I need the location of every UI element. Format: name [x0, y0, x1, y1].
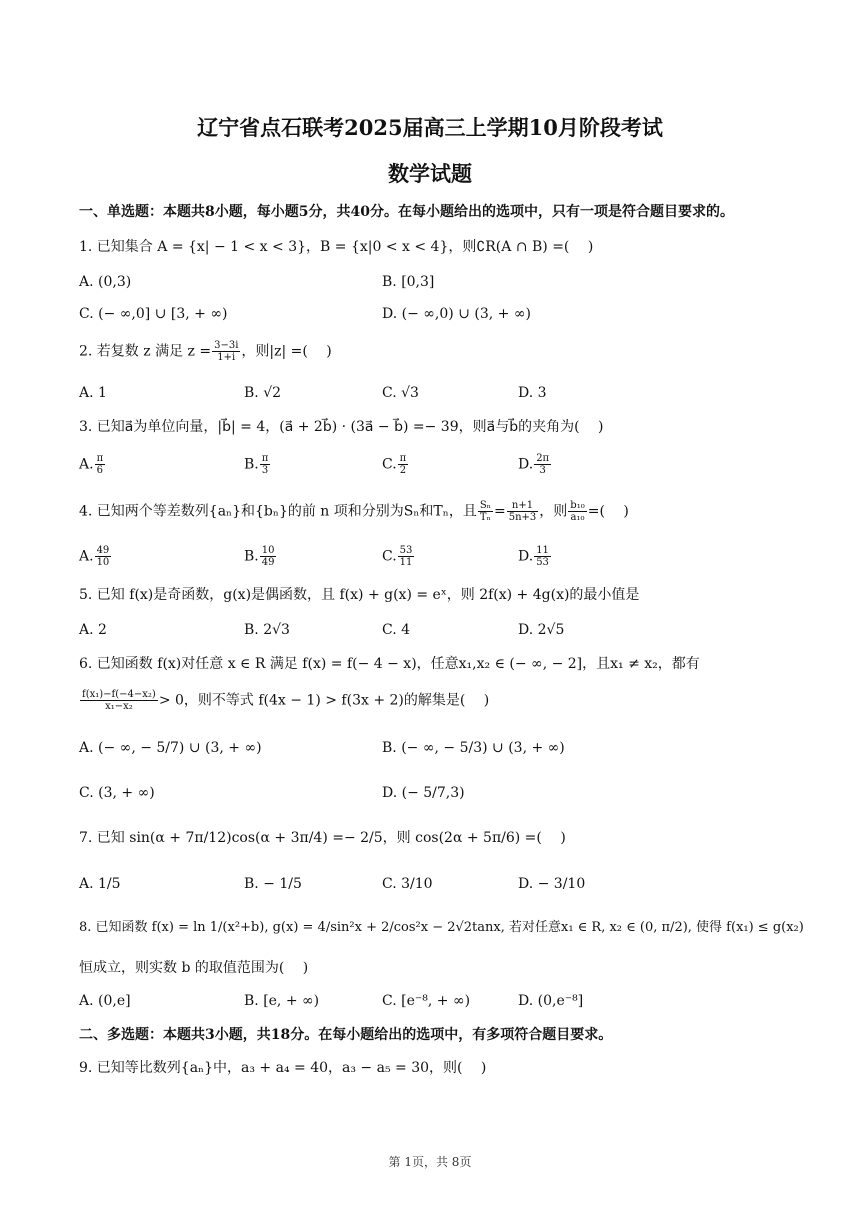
q6-option-c: C. (3, + ∞) [79, 785, 155, 801]
q2-option-b: B. √2 [244, 385, 282, 401]
q7-option-a: A. 1/5 [79, 876, 121, 892]
q4-option-c: C. $\frac{53}{11}$ [382, 545, 413, 568]
q8-option-a: A. (0,e] [79, 993, 131, 1009]
q1-option-b: B. [0,3] [382, 274, 435, 290]
question-6-line-2: $\frac{\text{f(x₁)−f(−4−x₂)}}{\text{x₁−x₂}}$ > 0，则不等式 f(4x − 1) > f(3x + 2)的解集是( ) [82, 689, 490, 712]
q8-option-d: D. (0,e⁻⁸] [518, 993, 584, 1009]
question-8-line-1: 8. 已知函数 f(x) = ln 1/(x²+b), g(x) = 4/sin²x + 2/cos²x − 2√2tanx, 若对任意x₁ ∈ R, x₂ ∈ (0, π/2), 使得 f(x₁) ≤ g(x₂) [79, 920, 804, 935]
q7-option-b: B. − 1/5 [244, 876, 302, 892]
q1-option-a: A. (0,3) [79, 274, 132, 290]
question-2: 2. 若复数 z 满足 z = $\frac{3-3i}{1+i}$ ，则|z| =( ) [79, 340, 332, 363]
q4-option-b: B. $\frac{10}{49}$ [244, 545, 275, 568]
q5-option-c: C. 4 [382, 622, 411, 638]
question-8-line-2: 恒成立，则实数 b 的取值范围为( ) [79, 960, 309, 976]
q4-option-a: A. $\frac{49}{10}$ [79, 545, 110, 568]
page-footer: 第 1页，共 8页 [388, 1155, 472, 1169]
q7-option-d: D. − 3/10 [518, 876, 586, 892]
q3-option-a: A. $\frac{\pi}{6}$ [79, 453, 104, 476]
q6-option-b: B. (− ∞, − 5/3) ∪ (3, + ∞) [382, 740, 565, 756]
q1-option-c: C. (− ∞,0] ∪ [3, + ∞) [79, 306, 228, 322]
question-3: 3. 已知a⃗为单位向量，|b⃗| = 4，(a⃗ + 2b⃗) · (3a⃗ − b⃗) =− 39，则a⃗与b⃗的夹角为( ) [79, 419, 604, 435]
q5-option-d: D. 2√5 [518, 622, 565, 638]
question-9: 9. 已知等比数列{aₙ}中，a₃ + a₄ = 40，a₃ − a₅ = 30，则( ) [79, 1060, 487, 1076]
q5-option-b: B. 2√3 [244, 622, 290, 638]
section-heading-single-choice: 一、单选题：本题共8小题，每小题5分，共40分。在每小题给出的选项中，只有一项是符合题目要求的。 [79, 204, 734, 220]
q1-option-d: D. (− ∞,0) ∪ (3, + ∞) [382, 306, 531, 322]
q3-option-c: C. $\frac{\pi}{2}$ [382, 453, 407, 476]
exam-title: 辽宁省点石联考2025届高三上学期10月阶段考试 [197, 115, 663, 140]
q5-option-a: A. 2 [79, 622, 107, 638]
q7-option-c: C. 3/10 [382, 876, 433, 892]
q2-option-a: A. 1 [79, 385, 107, 401]
q3-option-b: B. $\frac{\pi}{3}$ [244, 453, 269, 476]
fraction: $\frac{3-3i}{1+i}$ [214, 340, 239, 363]
q6-option-a: A. (− ∞, − 5/7) ∪ (3, + ∞) [79, 740, 262, 756]
q3-option-d: D. $\frac{2\pi}{3}$ [518, 453, 550, 476]
q2-option-c: C. √3 [382, 385, 419, 401]
question-4: 4. 已知两个等差数列{aₙ}和{bₙ}的前 n 项和分别为Sₙ和Tₙ，且 $\frac{\text{Sₙ}}{\text{Tₙ}}$ = $\frac{n+1}{5n+3}$ ，则 $\frac{\text{b₁₀}}{\text{a₁₀}}$ =( ) [79, 500, 629, 523]
q8-option-c: C. [e⁻⁸, + ∞) [382, 993, 471, 1009]
q6-option-d: D. (− 5/7,3) [382, 785, 465, 801]
q8-option-b: B. [e, + ∞) [244, 993, 320, 1009]
question-6-line-1: 6. 已知函数 f(x)对任意 x ∈ R 满足 f(x) = f(− 4 − x)，任意x₁,x₂ ∈ (− ∞, − 2]，且x₁ ≠ x₂，都有 [79, 656, 700, 672]
q4-option-d: D. $\frac{11}{53}$ [518, 545, 549, 568]
exam-subtitle: 数学试题 [388, 161, 472, 186]
section-heading-multi-choice: 二、多选题：本题共3小题，共18分。在每小题给出的选项中，有多项符合题目要求。 [79, 1027, 613, 1043]
q2-option-d: D. 3 [518, 385, 547, 401]
question-1: 1. 已知集合 A = {x| − 1 < x < 3}，B = {x|0 < x < 4}，则∁R(A ∩ B) =( ) [79, 239, 594, 255]
question-7: 7. 已知 sin(α + 7π/12)cos(α + 3π/4) =− 2/5，则 cos(2α + 5π/6) =( ) [79, 830, 566, 846]
question-5: 5. 已知 f(x)是奇函数，g(x)是偶函数，且 f(x) + g(x) = eˣ，则 2f(x) + 4g(x)的最小值是 [79, 587, 640, 603]
